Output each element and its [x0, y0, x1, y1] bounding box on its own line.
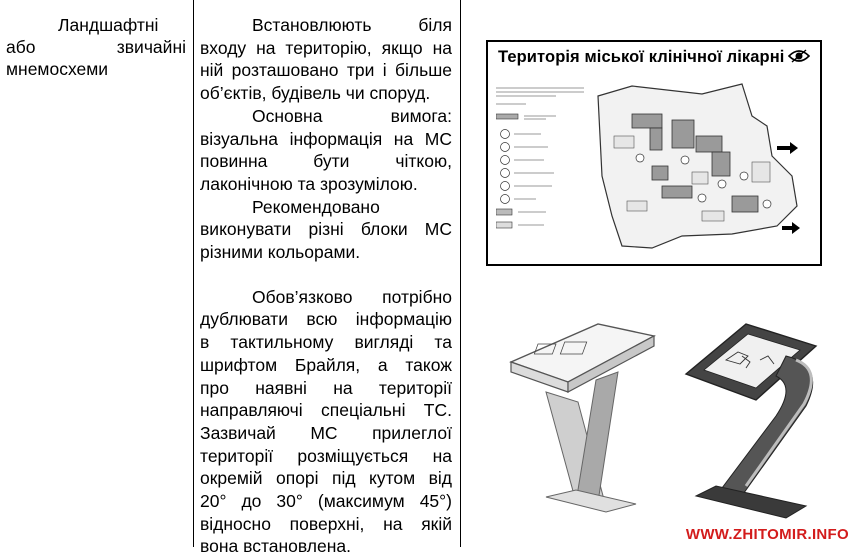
text-line: території розміщується на — [200, 445, 452, 466]
paragraph-2 — [200, 105, 452, 196]
text-line: виконувати різні блоки МС — [200, 219, 452, 240]
site-watermark: WWW.ZHITOMIR.INFO — [685, 526, 849, 543]
column-divider-2 — [460, 0, 461, 547]
text-line: в тактильному вигляді та — [200, 332, 452, 353]
text-line: вона встановлена. — [200, 536, 351, 557]
row-title-line: мнемосхеми — [6, 59, 109, 79]
text-line: про наявні на території — [200, 377, 452, 398]
paragraph-1 — [200, 14, 452, 105]
text-line: 20° до 30° (максимум 45°) — [200, 491, 452, 512]
text-line: окремій опорі під кутом від — [200, 468, 452, 489]
paragraph-3 — [200, 196, 452, 264]
text-line: об’єктів, будівель чи споруд. — [200, 83, 431, 104]
text-line: лаконічною та зрозумілою. — [200, 173, 418, 194]
text-line: дублювати всю інформацію — [200, 309, 452, 330]
text-line: Рекомендовано — [252, 196, 380, 217]
kiosk-stand-dark — [676, 316, 826, 526]
description-cell — [200, 14, 452, 558]
text-line: різними кольорами. — [200, 242, 361, 263]
text-line: повинна бути чіткою, — [200, 151, 452, 172]
text-line: шрифтом Брайля, а також — [200, 354, 452, 375]
text-line: ній розташовано три і більше — [200, 60, 452, 81]
text-line: входу на територію, якщо на — [200, 37, 452, 58]
column-divider-1 — [193, 0, 194, 547]
text-line: візуальна інформація на МС — [200, 128, 452, 149]
text-line: Обов’язково потрібно — [252, 286, 452, 307]
map-title: Територія міської клінічної лікарні — [498, 48, 785, 66]
mnemonic-map-image — [486, 40, 822, 266]
text-line: Зазвичай МС прилеглої — [200, 422, 452, 443]
text-line: Основна вимога: — [252, 105, 452, 126]
map-legend — [496, 84, 596, 259]
text-line: Встановлюють біля — [252, 15, 452, 35]
kiosk-stand-light — [506, 322, 656, 522]
site-plan — [592, 76, 816, 262]
eye-icon — [788, 48, 810, 64]
row-title-line: Ландшафтні — [58, 15, 159, 35]
text-line: направляючі спеціальні ТС. — [200, 400, 452, 421]
row-title-line: або звичайні — [6, 37, 186, 57]
row-header-cell — [6, 14, 186, 80]
paragraph-4 — [200, 286, 452, 558]
text-line: відносно поверхні, на якій — [200, 513, 452, 534]
